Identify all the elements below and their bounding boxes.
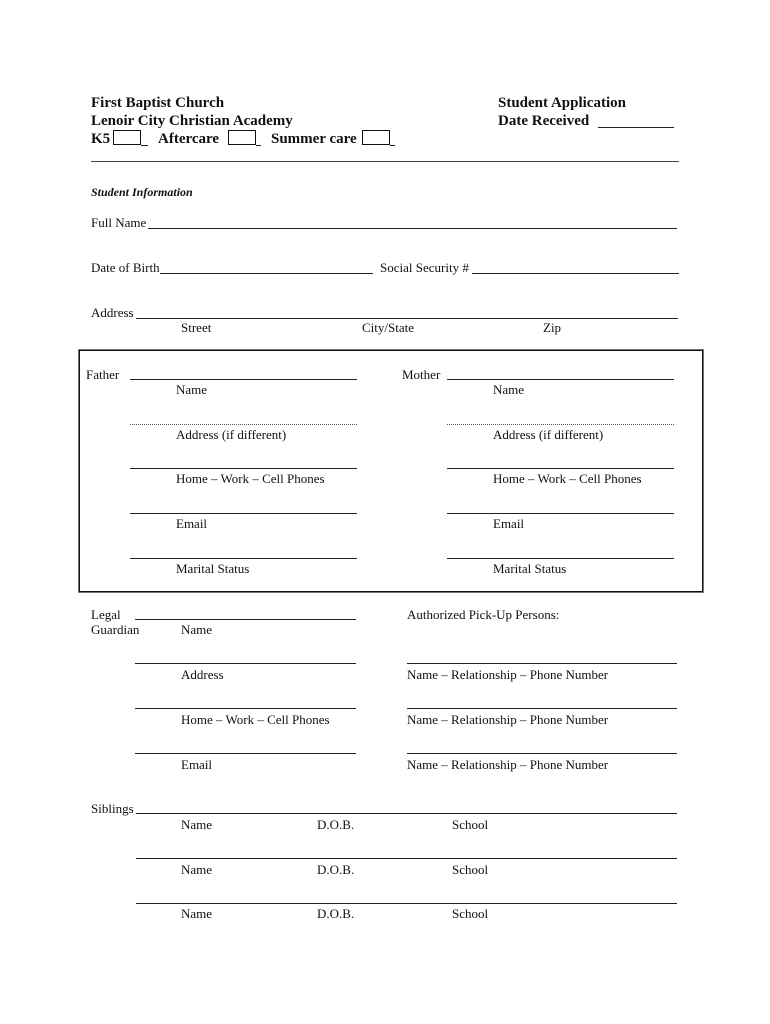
social-security-label: Social Security # — [380, 260, 469, 275]
sibling-field-3[interactable] — [136, 903, 677, 904]
guardian-email-caption: Email — [181, 757, 213, 772]
mother-marital-status-field[interactable] — [447, 558, 674, 559]
program-k5-underline — [141, 145, 148, 146]
father-email-caption: Email — [176, 516, 208, 531]
pickup-caption-2: Name – Relationship – Phone Number — [407, 712, 609, 727]
father-marital-status-caption: Marital Status — [176, 561, 250, 576]
form-title: Student Application — [498, 95, 626, 111]
sibling-school-caption: School — [452, 862, 489, 877]
sibling-school-caption: School — [452, 906, 489, 921]
father-name-caption: Name — [176, 382, 208, 397]
school-name: Lenoir City Christian Academy — [91, 113, 293, 129]
date-of-birth-field[interactable] — [160, 273, 373, 274]
father-name-field[interactable] — [130, 379, 357, 380]
guardian-phones-caption: Home – Work – Cell Phones — [181, 712, 330, 727]
mother-label: Mother — [402, 367, 441, 382]
sibling-field-2[interactable] — [136, 858, 677, 859]
father-label: Father — [86, 367, 120, 382]
program-aftercare-checkbox[interactable] — [228, 130, 256, 145]
date-received-label: Date Received — [498, 113, 590, 129]
date-received-field[interactable] — [598, 127, 674, 128]
guardian-email-field[interactable] — [135, 753, 356, 754]
program-aftercare-underline — [256, 145, 261, 146]
program-aftercare-label: Aftercare — [158, 131, 220, 147]
mother-address-field[interactable] — [447, 424, 674, 425]
full-name-field[interactable] — [148, 228, 677, 229]
pickup-title: Authorized Pick-Up Persons: — [407, 607, 560, 622]
father-phones-caption: Home – Work – Cell Phones — [176, 471, 325, 486]
date-of-birth-label: Date of Birth — [91, 260, 160, 275]
pickup-caption-3: Name – Relationship – Phone Number — [407, 757, 609, 772]
guardian-address-caption: Address — [181, 667, 224, 682]
father-address-caption: Address (if different) — [176, 427, 287, 442]
pickup-field-3[interactable] — [407, 753, 677, 754]
guardian-address-field[interactable] — [135, 663, 356, 664]
pickup-field-2[interactable] — [407, 708, 677, 709]
sibling-name-caption: Name — [181, 862, 213, 877]
guardian-name-field[interactable] — [135, 619, 356, 620]
mother-marital-status-caption: Marital Status — [493, 561, 567, 576]
header-divider — [91, 161, 679, 162]
address-label: Address — [91, 305, 134, 320]
pickup-caption-1: Name – Relationship – Phone Number — [407, 667, 609, 682]
org-name: First Baptist Church — [91, 95, 225, 111]
mother-name-field[interactable] — [447, 379, 674, 380]
mother-phones-caption: Home – Work – Cell Phones — [493, 471, 642, 486]
program-summer-checkbox[interactable] — [362, 130, 390, 145]
program-summer-underline — [390, 145, 395, 146]
father-email-field[interactable] — [130, 513, 357, 514]
father-address-field[interactable] — [130, 424, 357, 425]
mother-name-caption: Name — [493, 382, 525, 397]
sibling-field-1[interactable] — [136, 813, 677, 814]
city-state-caption: City/State — [362, 320, 414, 335]
father-phones-field[interactable] — [130, 468, 357, 469]
sibling-school-caption: School — [452, 817, 489, 832]
sibling-name-caption: Name — [181, 817, 213, 832]
siblings-label: Siblings — [91, 801, 134, 816]
guardian-name-caption: Name — [181, 622, 213, 637]
student-section-title: Student Information — [91, 185, 193, 199]
program-k5-checkbox[interactable] — [113, 130, 141, 145]
mother-email-field[interactable] — [447, 513, 674, 514]
address-field[interactable] — [136, 318, 678, 319]
guardian-label-line2: Guardian — [91, 622, 140, 637]
guardian-phones-field[interactable] — [135, 708, 356, 709]
mother-email-caption: Email — [493, 516, 525, 531]
zip-caption: Zip — [543, 320, 562, 335]
mother-address-caption: Address (if different) — [493, 427, 604, 442]
full-name-label: Full Name — [91, 215, 147, 230]
social-security-field[interactable] — [472, 273, 679, 274]
guardian-label-line1: Legal — [91, 607, 121, 622]
sibling-dob-caption: D.O.B. — [317, 862, 355, 877]
sibling-dob-caption: D.O.B. — [317, 817, 355, 832]
street-caption: Street — [181, 320, 212, 335]
mother-phones-field[interactable] — [447, 468, 674, 469]
father-marital-status-field[interactable] — [130, 558, 357, 559]
pickup-field-1[interactable] — [407, 663, 677, 664]
program-summer-label: Summer care — [271, 131, 357, 147]
sibling-dob-caption: D.O.B. — [317, 906, 355, 921]
program-k5-label: K5 — [91, 131, 111, 147]
sibling-name-caption: Name — [181, 906, 213, 921]
